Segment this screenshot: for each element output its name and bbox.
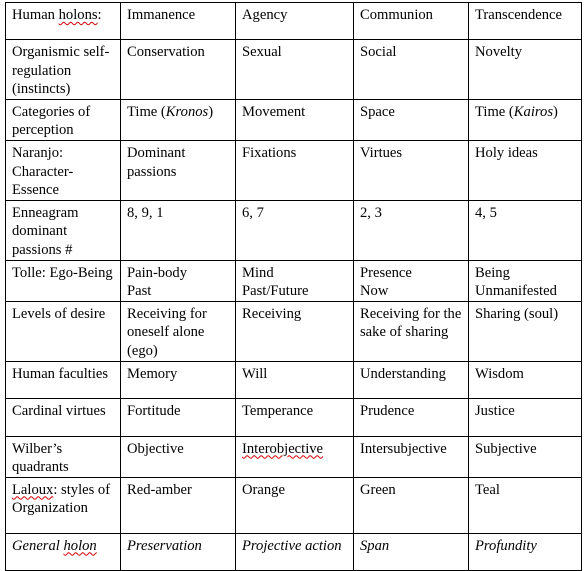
cell-text: holons bbox=[58, 7, 98, 23]
cell-text: Memory bbox=[127, 365, 178, 382]
cell-text: General bbox=[12, 537, 64, 554]
table-row bbox=[6, 140, 582, 200]
row-header-cell bbox=[6, 99, 121, 140]
agency-cell bbox=[236, 200, 354, 260]
communion-cell bbox=[354, 200, 469, 260]
communion-cell bbox=[354, 3, 469, 40]
agency-cell bbox=[236, 99, 354, 140]
cell-text: Projective action bbox=[242, 537, 342, 554]
table-body bbox=[6, 3, 582, 571]
table-row bbox=[6, 260, 582, 301]
cell-text: Receiving bbox=[242, 305, 302, 322]
agency-cell bbox=[236, 3, 354, 40]
transcendence-cell bbox=[469, 533, 582, 570]
transcendence-cell bbox=[469, 3, 582, 40]
table-row bbox=[6, 200, 582, 260]
table-row bbox=[6, 99, 582, 140]
table-row bbox=[6, 533, 582, 570]
row-header-cell bbox=[6, 301, 121, 361]
immanence-cell bbox=[121, 361, 236, 398]
cell-text: 4, 5 bbox=[475, 204, 497, 221]
agency-cell bbox=[236, 436, 354, 477]
cell-text: Conservation bbox=[127, 44, 205, 60]
transcendence-cell bbox=[469, 99, 582, 140]
cell-text: Receiving for the sake of sharing bbox=[360, 305, 462, 341]
immanence-cell bbox=[121, 398, 236, 436]
transcendence-cell bbox=[469, 40, 582, 100]
cell-text: ) bbox=[553, 103, 558, 120]
communion-cell bbox=[354, 398, 469, 436]
cell-text: Justice bbox=[475, 402, 515, 419]
communion-cell bbox=[354, 477, 469, 533]
cell-text: Time ( bbox=[475, 103, 514, 120]
immanence-cell bbox=[121, 436, 236, 477]
immanence-cell bbox=[121, 477, 236, 533]
agency-cell bbox=[236, 301, 354, 361]
row-header-cell bbox=[6, 436, 121, 477]
cell-text: Presence Now bbox=[360, 264, 412, 300]
row-header-cell bbox=[6, 361, 121, 398]
table-row bbox=[6, 477, 582, 533]
cell-text: Communion bbox=[360, 7, 433, 23]
agency-cell bbox=[236, 361, 354, 398]
agency-cell bbox=[236, 533, 354, 570]
cell-text: Wisdom bbox=[475, 365, 524, 382]
agency-cell bbox=[236, 260, 354, 301]
cell-text: Laloux bbox=[12, 481, 54, 498]
row-header-cell bbox=[6, 260, 121, 301]
cell-text: Virtues bbox=[360, 144, 403, 161]
immanence-cell bbox=[121, 533, 236, 570]
cell-text: 8, 9, 1 bbox=[127, 204, 164, 221]
holons-table bbox=[5, 2, 582, 571]
cell-text: : styles of Organization bbox=[12, 481, 111, 517]
cell-text: Categories of perception bbox=[12, 103, 91, 139]
cell-text: Immanence bbox=[127, 7, 196, 23]
communion-cell bbox=[354, 533, 469, 570]
cell-text: Understanding bbox=[360, 365, 446, 382]
cell-text: : bbox=[97, 7, 102, 23]
transcendence-cell bbox=[469, 477, 582, 533]
transcendence-cell bbox=[469, 200, 582, 260]
cell-text: Interobjective bbox=[242, 440, 324, 457]
immanence-cell bbox=[121, 99, 236, 140]
immanence-cell bbox=[121, 260, 236, 301]
immanence-cell bbox=[121, 140, 236, 200]
cell-text: Kronos bbox=[165, 103, 209, 120]
cell-text: Subjective bbox=[475, 440, 537, 457]
cell-text: Orange bbox=[242, 481, 285, 498]
row-header-cell bbox=[6, 533, 121, 570]
cell-text: Mind Past/Future bbox=[242, 264, 309, 300]
communion-cell bbox=[354, 436, 469, 477]
cell-text: Wilber’s quadrants bbox=[12, 440, 69, 476]
cell-text: Social bbox=[360, 44, 397, 60]
cell-text: Agency bbox=[242, 7, 288, 23]
cell-text: ) bbox=[208, 103, 214, 120]
cell-text: Intersubjective bbox=[360, 440, 447, 457]
communion-cell bbox=[354, 140, 469, 200]
immanence-cell bbox=[121, 301, 236, 361]
agency-cell bbox=[236, 477, 354, 533]
transcendence-cell bbox=[469, 436, 582, 477]
cell-text: Fortitude bbox=[127, 402, 181, 419]
cell-text: Human bbox=[12, 7, 59, 23]
table-row bbox=[6, 436, 582, 477]
cell-text: Preservation bbox=[127, 537, 202, 554]
row-header-cell bbox=[6, 40, 121, 100]
row-header-cell bbox=[6, 477, 121, 533]
cell-text: Prudence bbox=[360, 402, 415, 419]
communion-cell bbox=[354, 260, 469, 301]
cell-text: Kairos bbox=[513, 103, 553, 120]
communion-cell bbox=[354, 40, 469, 100]
cell-text: Holy ideas bbox=[475, 144, 538, 161]
cell-text: Green bbox=[360, 481, 396, 498]
table-row bbox=[6, 3, 582, 40]
cell-text: Profundity bbox=[475, 537, 537, 554]
cell-text: Will bbox=[242, 365, 268, 382]
cell-text: Span bbox=[360, 537, 390, 554]
cell-text: Enneagram dominant passions # bbox=[12, 204, 79, 258]
agency-cell bbox=[236, 398, 354, 436]
cell-text: 2, 3 bbox=[360, 204, 382, 221]
cell-text: Teal bbox=[475, 481, 500, 498]
row-header-cell bbox=[6, 3, 121, 40]
cell-text: Transcendence bbox=[475, 7, 562, 23]
cell-text: Objective bbox=[127, 440, 184, 457]
cell-text: Movement bbox=[242, 103, 306, 120]
table-row bbox=[6, 40, 582, 100]
cell-text: Dominant passions bbox=[127, 144, 186, 180]
cell-text: Cardinal virtues bbox=[12, 402, 106, 419]
cell-text: Naranjo: Character-Essence bbox=[12, 144, 74, 199]
cell-text: Space bbox=[360, 103, 395, 120]
cell-text: Temperance bbox=[242, 402, 314, 419]
table-row bbox=[6, 361, 582, 398]
cell-text: Receiving for oneself alone (ego) bbox=[127, 305, 207, 359]
cell-text: Pain-body Past bbox=[127, 264, 187, 300]
row-header-cell bbox=[6, 200, 121, 260]
agency-cell bbox=[236, 40, 354, 100]
table-row bbox=[6, 398, 582, 436]
cell-text: Being Unmanifested bbox=[475, 264, 557, 300]
cell-text: Sharing (soul) bbox=[475, 305, 559, 322]
cell-text: 6, 7 bbox=[242, 204, 264, 221]
cell-text: Organismic self-regulation (instincts) bbox=[12, 44, 110, 98]
transcendence-cell bbox=[469, 140, 582, 200]
cell-text: Levels of desire bbox=[12, 305, 106, 322]
row-header-cell bbox=[6, 140, 121, 200]
agency-cell bbox=[236, 140, 354, 200]
cell-text: Tolle: Ego-Being bbox=[12, 264, 113, 281]
row-header-cell bbox=[6, 398, 121, 436]
transcendence-cell bbox=[469, 301, 582, 361]
communion-cell bbox=[354, 301, 469, 361]
cell-text: Fixations bbox=[242, 144, 297, 161]
cell-text: Novelty bbox=[475, 44, 523, 60]
communion-cell bbox=[354, 99, 469, 140]
communion-cell bbox=[354, 361, 469, 398]
table-row bbox=[6, 301, 582, 361]
immanence-cell bbox=[121, 40, 236, 100]
transcendence-cell bbox=[469, 398, 582, 436]
cell-text: holon bbox=[63, 537, 97, 554]
cell-text: Time ( bbox=[127, 103, 166, 120]
cell-text: Human faculties bbox=[12, 365, 109, 382]
immanence-cell bbox=[121, 3, 236, 40]
transcendence-cell bbox=[469, 361, 582, 398]
transcendence-cell bbox=[469, 260, 582, 301]
cell-text: Red-amber bbox=[127, 481, 192, 498]
cell-text: Sexual bbox=[242, 44, 282, 60]
immanence-cell bbox=[121, 200, 236, 260]
